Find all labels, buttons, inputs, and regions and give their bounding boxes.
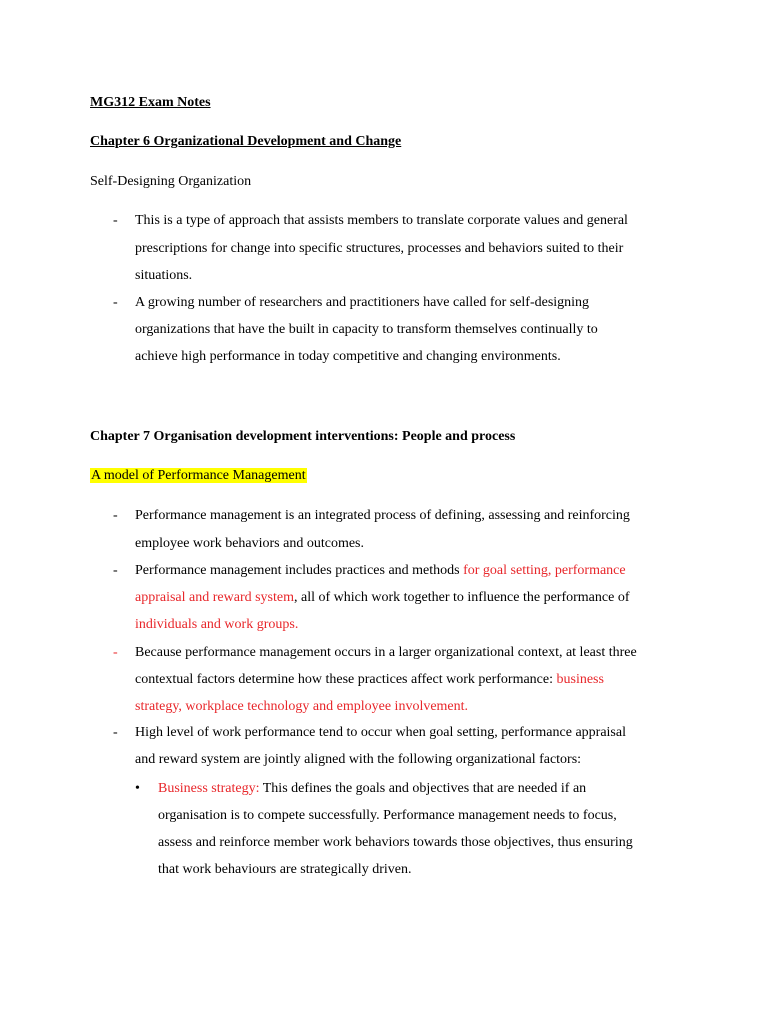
line-text: , all of which work together to influence the performance of — [294, 590, 630, 605]
emphasis-line: individuals and work groups. — [135, 617, 299, 632]
list-item-line: Performance management is an integrated process of defining, assessing and reinforcing — [135, 508, 630, 523]
list-item-line: and reward system are jointly aligned with the following organizational factors: — [135, 752, 582, 767]
emphasis-text: for goal setting, performance — [463, 563, 626, 578]
list-item-line: A growing number of researchers and practitioners have called for self-designing — [135, 295, 590, 310]
line-text: This defines the goals and objectives that are needed if an — [259, 781, 587, 796]
bullet-line: assess and reinforce member work behaviors towards those objectives, thus ensuring — [158, 835, 633, 850]
list-item-line: employee work behaviors and outcomes. — [135, 536, 364, 551]
list-item-line: situations. — [135, 268, 193, 283]
highlighted-section-title — [90, 467, 307, 485]
line-text: Performance management includes practices and methods — [135, 563, 464, 578]
list-item-line — [135, 671, 604, 689]
emphasis-text: business — [556, 672, 604, 687]
list-item-line — [135, 589, 629, 607]
list-item-line: achieve high performance in today competitive and changing environments. — [135, 349, 561, 364]
list-dash: - — [113, 645, 118, 660]
list-item-line: Because performance management occurs in a larger organizational context, at least three — [135, 645, 637, 660]
bullet-line: that work behaviours are strategically driven. — [158, 862, 412, 877]
bullet-icon: • — [135, 781, 140, 796]
list-item-line: prescriptions for change into specific structures, processes and behaviors suited to their — [135, 241, 624, 256]
emphasis-text: appraisal and reward system — [135, 590, 294, 605]
list-item-line: High level of work performance tend to occur when goal setting, performance appraisal — [135, 725, 626, 740]
chapter6-heading: Chapter 6 Organizational Development and Change — [90, 134, 402, 149]
list-dash: - — [113, 213, 118, 228]
list-dash: - — [113, 295, 118, 310]
list-item-line: This is a type of approach that assists members to translate corporate values and general — [135, 213, 628, 228]
chapter7-heading: Chapter 7 Organisation development interventions: People and process — [90, 429, 516, 444]
highlight-text: A model of Performance Management — [91, 468, 306, 483]
list-dash: - — [113, 508, 118, 523]
list-item-line: organizations that have the built in capacity to transform themselves continually to — [135, 322, 598, 337]
document-title: MG312 Exam Notes — [90, 95, 211, 110]
chapter6-subheading: Self-Designing Organization — [90, 174, 252, 189]
bullet-line — [158, 780, 586, 798]
line-text: contextual factors determine how these practices affect work performance: — [135, 672, 557, 687]
bullet-line: organisation is to compete successfully. Performance management needs to focus, — [158, 808, 617, 823]
list-dash: - — [113, 563, 118, 578]
emphasis-line: strategy, workplace technology and employee involvement. — [135, 699, 469, 714]
list-item-line — [135, 562, 626, 580]
list-dash: - — [113, 725, 118, 740]
emphasis-text: Business strategy: — [158, 781, 260, 796]
